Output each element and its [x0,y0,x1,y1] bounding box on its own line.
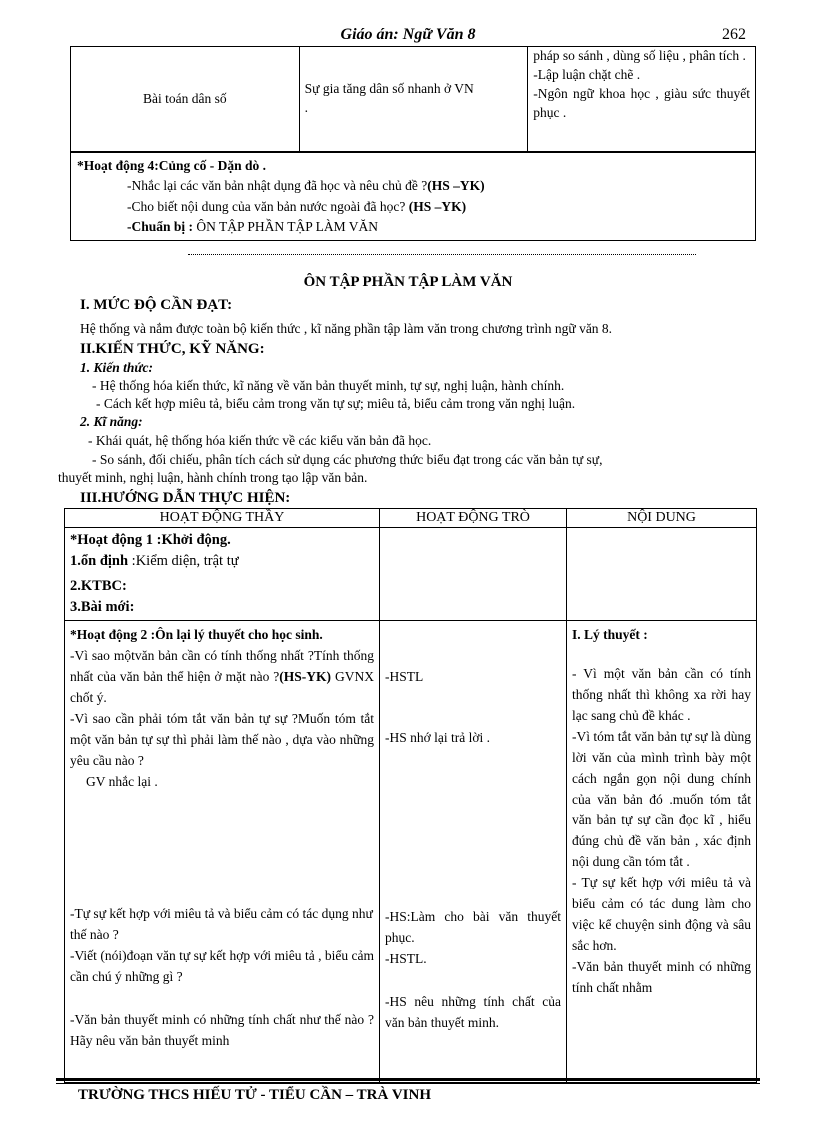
part3-heading: III.HƯỚNG DẪN THỰC HIỆN: [80,490,291,506]
cell-text [70,646,374,709]
footer-text: TRƯỜNG THCS HIẾU TỬ - TIỂU CẦN – TRÀ VINH [78,1087,431,1103]
line-text: :Kiểm diện, trật tự [131,553,239,570]
line-tag: (HS –YK) [408,198,467,214]
cell-text: Sự gia tăng dân số nhanh ở VN [304,81,474,97]
footer-rule [56,1078,760,1081]
cell-text: -Tự sự kết hợp với miêu tả và biểu cảm có tác dụng như thế nào ? [70,906,373,943]
table-cell [65,621,380,1083]
cell-text: - Vì một văn bản cần có tính thống nhất thì không xa rời hay lạc sang chủ đề khác . [572,665,751,723]
table-row [71,47,756,153]
activity-line: 3.Bài mới: [70,599,135,616]
part2-heading: II.KIẾN THỨC, KỸ NĂNG: [80,341,265,357]
page-number: 262 [722,26,746,43]
activity-title: *Hoạt động 2 :Ôn lại lý thuyết cho học sinh. [70,627,323,643]
activity-line [77,217,749,237]
cell-text: -Vì tóm tắt văn bản tự sự là dùng lời văn của mình trình bày một cách ngắn gọn nội dung chính của văn bản đó .muốn tóm tắt văn bản tự sự cần đọc kĩ , hiểu đúng chủ đề văn bản , xác định nội dung cần tóm tắt . [572,728,751,870]
list-item: - Cách kết hợp miêu tả, biểu cảm trong văn tự sự; miêu tả, biểu cảm trong văn nghị luận. [96,396,576,411]
activity-title: *Hoạt động 1 :Khởi động. [70,532,231,548]
column-header: HOẠT ĐỘNG TRÒ [380,509,567,528]
cell-text: . [304,100,309,115]
list-item: thuyết minh, nghị luận, hành chính trong tạo lập văn bản. [58,470,368,485]
table-cell [567,528,757,621]
cell-text: -Lập luận chặt chẽ . [533,66,641,82]
table-header-row [65,509,757,528]
table-cell [380,528,567,621]
question-text: GVNX chốt ý. [70,668,374,705]
activity4-cell [71,152,756,241]
line-label: -Chuẩn bị : [127,218,194,234]
activity-line [77,176,749,196]
document-title: Giáo án: Ngữ Văn 8 [340,26,476,43]
cell-text: -HSTL. [385,950,427,966]
list-item: - So sánh, đối chiếu, phân tích cách sử dụng các phương thức biểu đạt trong các văn bản tự sự, [92,452,603,467]
activity-title: *Hoạt động 4:Củng cố - Dặn dò . [77,158,267,173]
cell-text: - Tự sự kết hợp với miêu tả và biểu cảm có tác dung làm cho việc kể chuyện sinh động và sâu sắc hơn. [572,875,751,953]
top-table [70,46,756,241]
cell-text: -Viết (nói)đoạn văn tự sự kết hợp với miêu tả , biểu cảm cần chú ý những gì ? [70,948,374,985]
column-header: NỘI DUNG [567,509,757,528]
part1-heading: I. MỨC ĐỘ CẦN ĐẠT: [80,297,233,313]
subheading-skills: 2. Kĩ năng: [80,414,143,429]
cell-text: -Vì sao cần phải tóm tắt văn bản tự sự ?Muốn tóm tắt một văn bản tự sự thì phải làm thế nào , dựa vào những yêu cầu nào ? [70,710,374,768]
list-item: - Hệ thống hóa kiến thức, kĩ năng về văn bản thuyết minh, tự sự, nghị luận, hành chính. [92,378,565,393]
subheading-knowledge: 1. Kiến thức: [80,360,153,375]
cell-text: -Văn bản thuyết minh có những tính chất nhằm [572,958,751,995]
line-text: -Nhắc lại các văn bản nhật dụng đã học và nêu chủ đề ? [127,178,428,194]
table-row [71,152,756,241]
line-text: ÔN TẬP PHẦN TẬP LÀM VĂN [196,218,379,234]
cell-text: -HSTL [385,669,424,685]
line-tag: (HS-YK) [279,668,332,684]
cell-text: -Ngôn ngữ khoa học , giàu sức thuyết phục . [533,85,750,120]
footer-rule [56,1083,760,1084]
table-cell [299,47,528,153]
line-tag: (HS –YK) [427,178,485,194]
section-title: ÔN TẬP PHẦN TẬP LÀM VĂN [303,274,513,290]
part1-text: Hệ thống và nắm được toàn bộ kiến thức , kĩ năng phần tập làm văn trong chương trình ngữ văn 8. [80,321,613,336]
activity-line [70,551,374,572]
table-cell [528,47,756,153]
cell-text: -HS nhớ lại trả lời . [385,729,491,745]
activity-line [77,197,749,217]
line-label: 1.ổn định [70,553,129,570]
cell-text: -Văn bản thuyết minh có những tính chất như thế nào ?Hãy nêu văn bản thuyết minh [70,1012,374,1049]
table-cell [380,621,567,1083]
line-text: -Cho biết nội dung của văn bản nước ngoài đã học? [127,198,406,214]
table-cell [567,621,757,1083]
cell-text: -HS nêu những tính chất của văn bản thuyết minh. [385,993,561,1030]
table-row [65,621,757,1083]
activity-line: 2.KTBC: [70,578,127,595]
cell-text: pháp so sánh , dùng số liệu , phân tích . [533,48,746,63]
dotted-separator [188,254,696,255]
main-table [64,508,757,1083]
content-heading: I. Lý thuyết : [572,627,648,643]
column-header: HOẠT ĐỘNG THẦY [65,509,380,528]
cell-text: Bài toán dân số [143,90,227,106]
list-item: - Khái quát, hệ thống hóa kiến thức về các kiểu văn bản đã học. [88,433,432,448]
table-row [65,528,757,621]
cell-text: -HS:Làm cho bài văn thuyết phục. [385,908,561,945]
table-cell [65,528,380,621]
question-text: -Vì sao mộtvăn bản cần có tính thống nhất ?Tính thống nhất của văn bản thể hiện ở mặt nào ? [70,647,374,684]
cell-text: GV nhắc lại . [86,773,158,789]
table-cell [71,47,300,153]
